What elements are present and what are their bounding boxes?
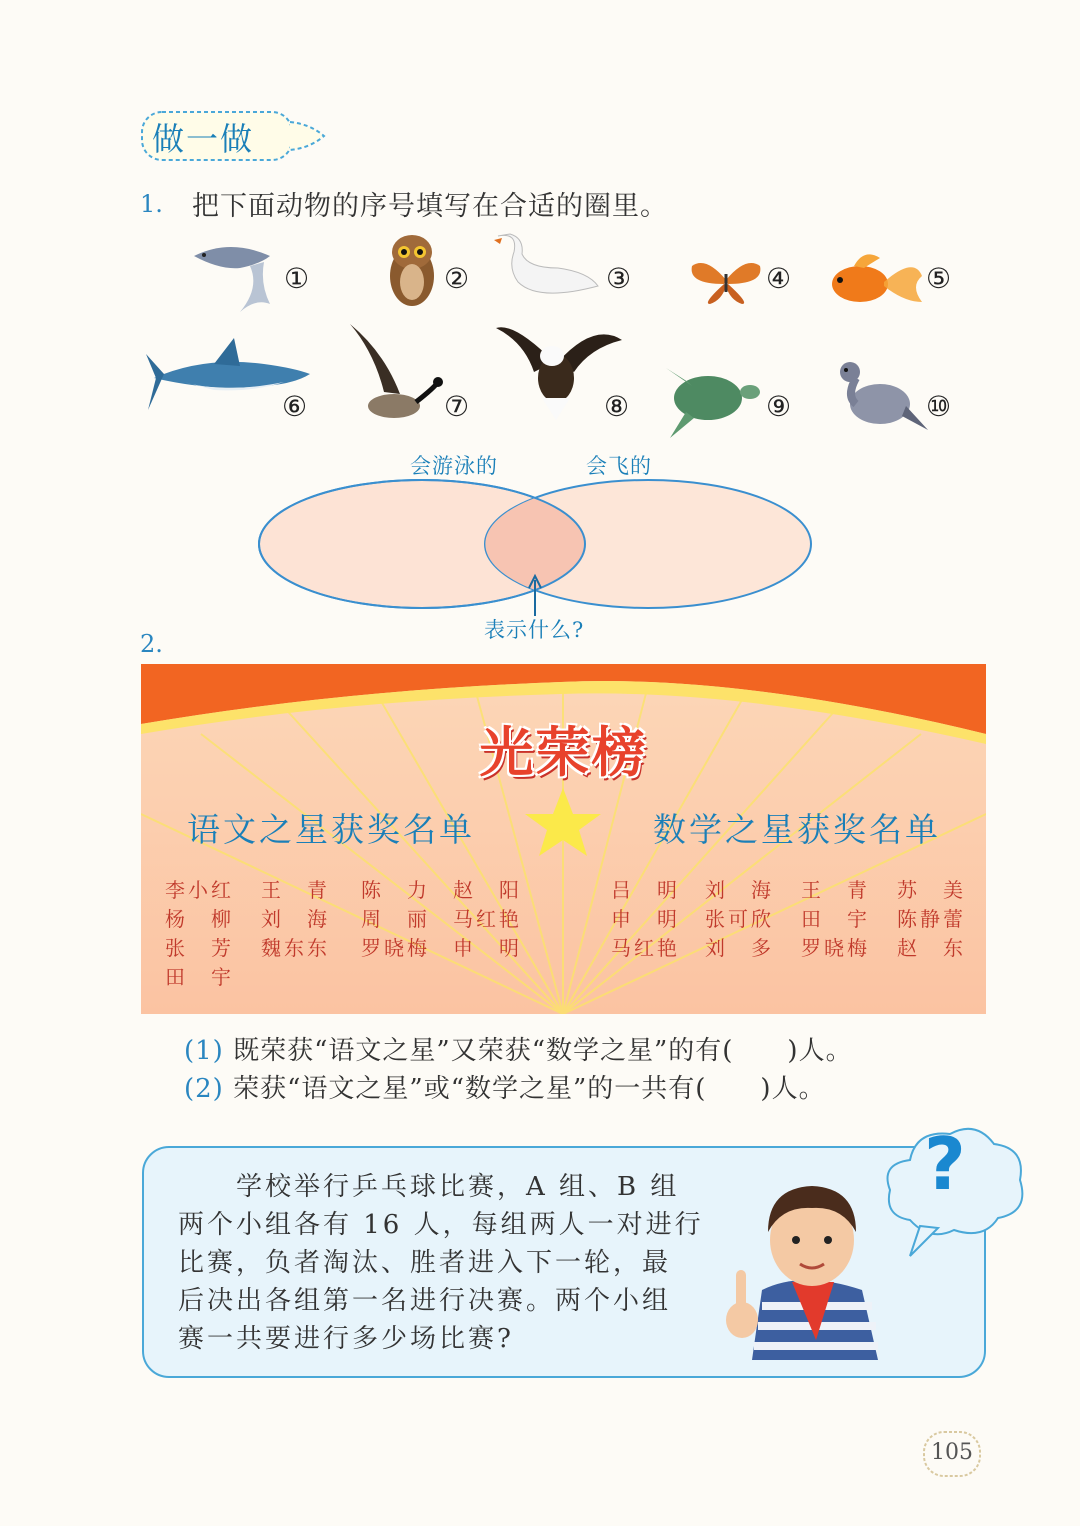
math-star-name: 马红艳 (611, 936, 680, 960)
butterfly-icon (688, 256, 764, 306)
venn-left-label: 会游泳的 (410, 454, 498, 478)
honor-board-title: 光荣榜 (479, 721, 648, 784)
chinese-star-list-title: 语文之星获奖名单 (187, 810, 475, 849)
section-badge-label: 做一做 (152, 120, 255, 158)
math-star-name: 刘 多 (705, 936, 774, 960)
chinese-star-name: 陈 力 (361, 878, 430, 902)
chinese-star-name: 王 青 (261, 878, 330, 902)
animal-label: ⑦ (444, 390, 470, 423)
chinese-star-name: 田 宇 (165, 965, 234, 989)
math-star-name: 赵 东 (897, 936, 966, 960)
chinese-star-name: 李小红 (165, 878, 234, 902)
math-star-name: 苏 美 (897, 878, 966, 902)
math-star-name: 申 明 (611, 907, 680, 931)
owl-icon (384, 230, 440, 310)
animal-label: ⑥ (282, 390, 308, 423)
animal-label: ⑨ (766, 390, 792, 423)
venn-diagram (256, 476, 816, 616)
animal-label: ⑤ (926, 262, 952, 295)
venn-right-label: 会飞的 (586, 454, 652, 478)
goose-icon (344, 322, 444, 424)
page-number: 105 (931, 1440, 973, 1465)
think-text-line: 两个小组各有 16 人，每组两人一对进行 (178, 1210, 704, 1240)
sub-question-1-number: (1) (184, 1036, 224, 1066)
swan-icon (488, 232, 608, 306)
animal-label: ③ (606, 262, 632, 295)
chinese-star-name: 魏东东 (261, 936, 330, 960)
math-star-name: 田 宇 (801, 907, 870, 931)
sub-question-1-text: 既荣获“语文之星”又荣获“数学之星”的有( )人。 (233, 1036, 853, 1066)
question-mark-icon: ? (924, 1122, 966, 1206)
think-text-line: 后决出各组第一名进行决赛。两个小组 (178, 1286, 672, 1316)
math-star-list-title: 数学之星获奖名单 (653, 810, 941, 849)
math-star-name: 刘 海 (705, 878, 774, 902)
chinese-star-name: 张 芳 (165, 936, 234, 960)
goldfish-icon (824, 246, 924, 310)
math-star-name: 张可欣 (705, 907, 774, 931)
turtle-icon (658, 362, 762, 442)
animal-label: ① (284, 262, 310, 295)
boy-illustration (712, 1170, 892, 1360)
think-text-line: 比赛，负者淘汰、胜者进入下一轮，最 (178, 1248, 672, 1278)
sub-question-2-text: 荣获“语文之星”或“数学之星”的一共有( )人。 (233, 1074, 826, 1104)
math-star-name: 罗晓梅 (801, 936, 870, 960)
math-star-name: 陈静蕾 (897, 907, 966, 931)
chinese-star-name: 刘 海 (261, 907, 330, 931)
question-1-text: 把下面动物的序号填写在合适的圈里。 (192, 191, 668, 222)
question-2-number: 2. (140, 630, 163, 658)
venn-question: 表示什么? (484, 618, 585, 642)
think-text-line: 赛一共要进行多少场比赛? (178, 1324, 514, 1354)
chinese-star-name: 周 丽 (361, 907, 430, 931)
sub-question-2-number: (2) (184, 1074, 224, 1104)
question-1-number: 1. (140, 190, 163, 218)
chinese-star-name: 赵 阳 (453, 878, 522, 902)
animal-label: ⑧ (604, 390, 630, 423)
chinese-star-name: 马红艳 (453, 907, 522, 931)
chinese-star-name: 申 明 (453, 936, 522, 960)
chinese-star-name: 罗晓梅 (361, 936, 430, 960)
honor-board (141, 664, 986, 1014)
animal-label: ② (444, 262, 470, 295)
math-star-name: 吕 明 (611, 878, 680, 902)
animal-label: ⑩ (926, 390, 952, 423)
chinese-star-name: 杨 柳 (165, 907, 234, 931)
sub-question-1 (184, 1030, 853, 1067)
math-star-name: 王 青 (801, 878, 870, 902)
sub-question-2 (184, 1068, 826, 1105)
think-text-line: 学校举行乒乓球比赛，A 组、B 组 (178, 1172, 680, 1202)
pigeon-icon (836, 356, 930, 436)
animal-label: ④ (766, 262, 792, 295)
fish-icon (190, 238, 282, 318)
